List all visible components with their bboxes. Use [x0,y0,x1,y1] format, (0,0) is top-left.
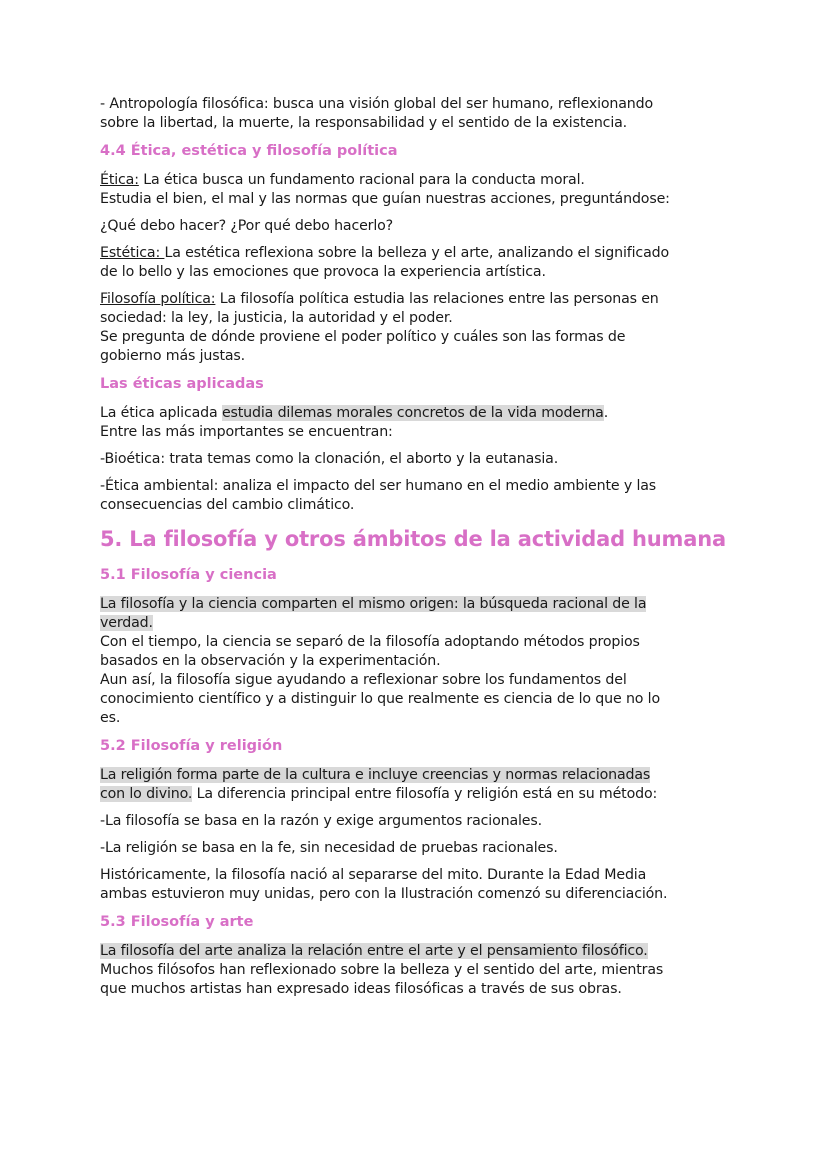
ciencia-paragraph [100,595,728,728]
highlighted-text: verdad. [100,615,153,631]
etica-definition: La ética busca un fundamento racional para la conducta moral. [138,172,585,188]
text-line: - Antropología filosófica: busca una visión global del ser humano, reflexionando [100,96,653,112]
text-line: es. [100,710,121,726]
heading-eticas-aplicadas: Las éticas aplicadas [100,376,264,392]
politica-definition: La filosofía política estudia las relaciones entre las personas en [215,291,659,307]
text-line: Con el tiempo, la ciencia se separó de la filosofía adoptando métodos propios [100,634,640,650]
heading-5-3: 5.3 Filosofía y arte [100,914,254,930]
filosofia-razon-item [100,812,728,831]
text-line: ambas estuvieron muy unidas, pero con la Ilustración comenzó su diferenciación. [100,886,668,902]
text-line [100,290,728,309]
highlighted-text: La filosofía del arte analiza la relación entre el arte y el pensamiento filosófico. [100,943,648,959]
text-line: conocimiento científico y a distinguir lo que realmente es ciencia de lo que no lo [100,691,661,707]
etica-paragraph [100,171,728,209]
text-line: basados en la observación y la experimentación. [100,653,441,669]
text-line: -La religión se basa en la fe, sin necesidad de pruebas racionales. [100,840,558,856]
text-line: -Ética ambiental: analiza el impacto del ser humano en el medio ambiente y las [100,478,657,494]
text-line: Aun así, la filosofía sigue ayudando a reflexionar sobre los fundamentos del [100,672,627,688]
heading-5-1: 5.1 Filosofía y ciencia [100,567,277,583]
text-line [100,171,728,190]
politica-paragraph [100,290,728,366]
historia-paragraph [100,866,728,904]
text-line [100,404,728,423]
highlighted-text: estudia dilemas morales concretos de la vida moderna [221,405,604,421]
estetica-term: Estética: [100,245,165,261]
text-line [100,766,728,785]
text-fragment: . [603,405,609,421]
religion-fe-item [100,839,728,858]
text-fragment: La diferencia principal entre filosofía y religión está en su método: [192,786,658,802]
text-line [100,614,728,633]
text-line: -La filosofía se basa en la razón y exige argumentos racionales. [100,813,542,829]
highlighted-text: La filosofía y la ciencia comparten el mismo origen: la búsqueda racional de la [100,596,647,612]
antropologia-paragraph [100,95,728,133]
text-line: Estudia el bien, el mal y las normas que guían nuestras acciones, preguntándose: [100,191,670,207]
text-line [100,942,728,961]
text-line: -Bioética: trata temas como la clonación, el aborto y la eutanasia. [100,451,559,467]
text-line: sociedad: la ley, la justicia, la autoridad y el poder. [100,310,453,326]
etica-aplicada-paragraph [100,404,728,442]
text-fragment: La ética aplicada [100,405,222,421]
bioetica-item [100,450,728,469]
heading-5-2: 5.2 Filosofía y religión [100,738,283,754]
text-line: Históricamente, la filosofía nació al separarse del mito. Durante la Edad Media [100,867,647,883]
text-line: sobre la libertad, la muerte, la responsabilidad y el sentido de la existencia. [100,115,628,131]
highlighted-text: La religión forma parte de la cultura e incluye creencias y normas relacionadas [100,767,651,783]
text-line: Se pregunta de dónde proviene el poder político y cuáles son las formas de [100,329,626,345]
text-line [100,595,728,614]
estetica-definition: La estética reflexiona sobre la belleza y el arte, analizando el significado [164,245,670,261]
text-line: Muchos filósofos han reflexionado sobre la belleza y el sentido del arte, mientras [100,962,664,978]
text-line: de lo bello y las emociones que provoca la experiencia artística. [100,264,546,280]
text-line [100,244,728,263]
estetica-paragraph [100,244,728,282]
text-line: Entre las más importantes se encuentran: [100,424,393,440]
heading-4-4: 4.4 Ética, estética y filosofía política [100,143,398,159]
etica-ambiental-item [100,477,728,515]
text-line: consecuencias del cambio climático. [100,497,355,513]
text-line [100,785,728,804]
text-line: que muchos artistas han expresado ideas filosóficas a través de sus obras. [100,981,622,997]
arte-paragraph [100,942,728,999]
heading-5: 5. La filosofía y otros ámbitos de la actividad humana [100,527,726,551]
text-line: ¿Qué debo hacer? ¿Por qué debo hacerlo? [100,218,394,234]
politica-term: Filosofía política: [100,291,216,307]
text-line: gobierno más justas. [100,348,246,364]
religion-paragraph [100,766,728,804]
questions-paragraph [100,217,728,236]
etica-term: Ética: [100,172,139,188]
highlighted-text: con lo divino. [100,786,193,802]
